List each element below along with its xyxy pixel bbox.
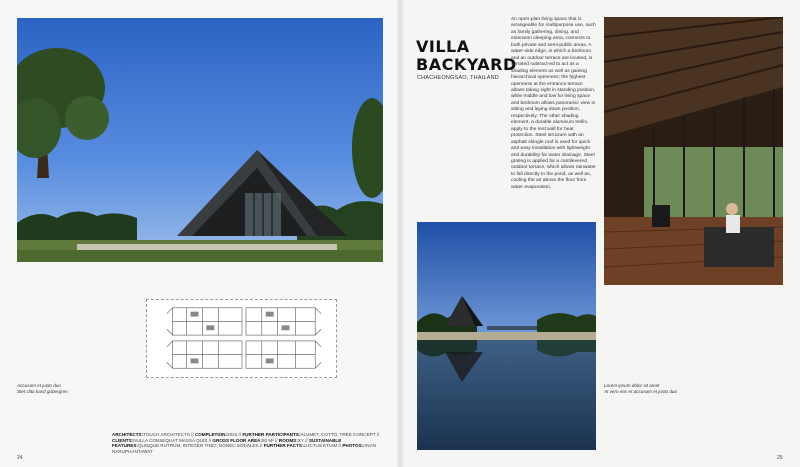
credit-label: GROSS FLOOR AREA: xyxy=(212,437,263,443)
credit-value: ALUMET, COTTO, TREE CONCEPT xyxy=(300,432,376,437)
credit-label: FURTHER PARTICIPANTS: xyxy=(242,432,301,437)
project-title xyxy=(416,38,517,74)
credit-label: COMPLETION: xyxy=(194,432,228,437)
caption-line: Stet clita kasd gubergren xyxy=(17,388,68,394)
credit-value: TOUCH ARCHITECTS xyxy=(143,432,190,437)
project-location: CHACHEONGSAO, THAILAND xyxy=(417,75,499,81)
right-photo-caption xyxy=(604,383,677,395)
right-page xyxy=(400,0,800,467)
house-lake-photo xyxy=(417,222,596,450)
left-photo-caption xyxy=(17,383,68,395)
project-credits: ARCHITECTS:TOUCH ARCHITECTS // COMPLETION:2022 // FURTHER PARTICIPANTS:ALUMET, COTTO, TREE CONCEPT // CLIENTS:NULLA CONSEQUAT MASSA QUIS // GROSS FLOOR AREA:80 M² // ROOMS:XY // SUSTAINABLE FEATURES:QUISQUE RUTRUM, INTEGER TINCI, DONEC SODALES // FURTHER FACTS:LUCTUS ETIAM // PHOTOS:ANAN NARUPHANTAWAT xyxy=(112,432,380,454)
house-exterior-photo xyxy=(17,18,383,262)
caption-line: Accusam et justo duo xyxy=(17,383,61,388)
project-description: An open-plan living space that is arrangeable for multipurpose use, such as family gathering, dining, and extension sleeping area, connects to both private and semi-public areas. A water-side edge, in which a bedroom and an outdoor terrace are located, is serrated subtract-ed to act as a shading element as well as gaining hierarchical openness; the highest openness at the entrance terrace allows taking sight in standing position, while middle and low for living space and bedroom allows panoramic view in sitting and laying down position, respectively. The other shading element, a durable aluminum trellis, apply to the rest wall for heat protection. Steel structure with an asphalt shingle roof is used for quick and easy installation with lightweight and durability for water drainage. Steel grating is applied for a cantilevered outdoor terrace, which allows rainwater to fall directly to the pond, as well as, cooling the air above the floor from water evaporation. xyxy=(511,17,596,190)
credit-value: 2022 xyxy=(227,432,238,437)
credit-label: ARCHITECTS: xyxy=(112,432,144,437)
title-line: VILLA xyxy=(416,37,470,56)
credit-label: FURTHER FACTS: xyxy=(263,443,304,449)
credit-value: QUISQUE RUTRUM, INTEGER TINCI, DONEC SODALES xyxy=(137,443,259,449)
book-gutter xyxy=(396,0,404,467)
credit-label: CLIENTS: xyxy=(112,437,134,443)
credit-label: PHOTOS: xyxy=(342,443,364,449)
caption-line: Lorem ipsum dolor sit amet xyxy=(604,383,660,388)
credit-label: ROOMS: xyxy=(278,437,298,443)
caption-line: At vero eos et accusam et justo duo xyxy=(604,388,678,394)
floor-plan-drawing xyxy=(146,299,337,378)
credit-label: SUSTAINABLE FEATURES: xyxy=(112,437,342,449)
page-number-right: 25 xyxy=(777,455,783,461)
credit-value: ANAN NARUPHANTAWAT xyxy=(112,443,376,454)
credit-value: XY xyxy=(297,437,304,443)
credit-value: NULLA CONSEQUAT MASSA QUIS xyxy=(133,437,208,443)
interior-terrace-photo xyxy=(604,17,783,285)
page-number-left: 24 xyxy=(17,455,23,461)
credit-value: 80 M² xyxy=(262,437,274,443)
credit-value: LUCTUS ETIAM xyxy=(303,443,338,449)
title-line: BACKYARD xyxy=(416,55,517,74)
